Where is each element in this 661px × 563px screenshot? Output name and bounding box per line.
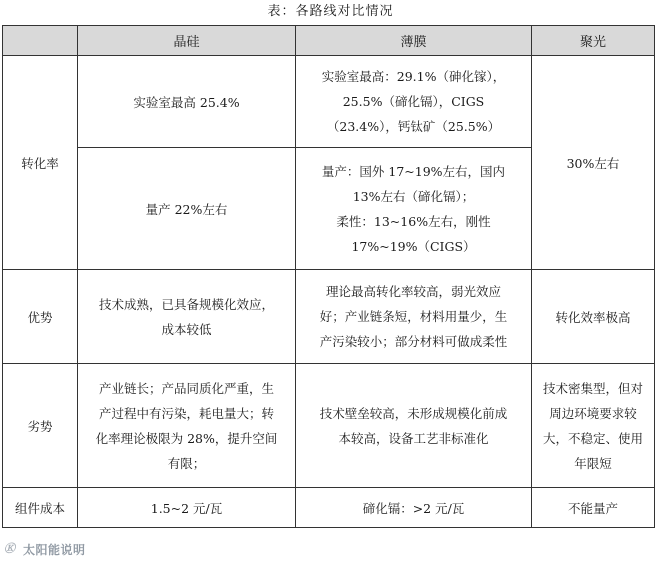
silicon-dis-line: 有限；	[167, 455, 206, 471]
film-adv-line: 理论最高转化率较高，弱光效应	[325, 284, 501, 299]
silicon-lab-efficiency: 实验室最高 25.4%	[78, 56, 296, 148]
module-cost-row	[3, 488, 655, 528]
silicon-module-cost: 1.5~2 元/瓦	[78, 488, 296, 528]
cpv-dis-line: 技术密集型，但对	[542, 380, 643, 396]
film-mass-line: 柔性：13~16%左右，刚性	[336, 213, 491, 229]
film-adv-line: 产污染较小；部分材料可做成柔性	[319, 334, 508, 349]
advantages-label: 优势	[3, 270, 78, 364]
cpv-advantages: 转化效率极高	[532, 270, 655, 364]
film-dis-line: 本较高，设备工艺非标准化	[338, 430, 489, 446]
film-adv-line: 好；产业链条短，材料用量少，生	[319, 309, 508, 324]
silicon-advantages	[78, 270, 296, 364]
silicon-adv-line: 成本较低	[161, 321, 212, 337]
film-mass-line: 17%~19%（CIGS）	[351, 238, 476, 254]
disadvantages-label: 劣势	[3, 364, 78, 488]
watermark	[4, 540, 86, 558]
silicon-adv-line: 技术成熟，已具备规模化效应，	[98, 296, 274, 312]
silicon-mass-efficiency: 量产 22%左右	[78, 148, 296, 270]
film-lab-line: （23.4%），钙钛矿（25.5%）	[326, 119, 501, 134]
film-module-cost: 碲化镉：>2 元/瓦	[296, 488, 532, 528]
film-lab-efficiency	[296, 56, 532, 148]
film-mass-line: 量产：国外 17~19%左右，国内	[321, 163, 506, 179]
cpv-dis-line: 周边环境要求较	[549, 405, 637, 421]
cpv-module-cost: 不能量产	[532, 488, 655, 528]
comparison-table	[2, 25, 655, 528]
cpv-efficiency: 30%左右	[532, 56, 655, 270]
silicon-dis-line: 产业链长；产品同质化严重，生	[98, 380, 274, 396]
watermark-text: 太阳能说明	[23, 542, 86, 557]
efficiency-label: 转化率	[3, 56, 78, 270]
header-corner	[3, 26, 78, 56]
efficiency-row-lab	[3, 56, 655, 148]
advantages-row	[3, 270, 655, 364]
film-mass-line: 13%左右（碲化镉）；	[352, 188, 475, 204]
silicon-dis-line: 化率理论极限为 28%，提升空间	[95, 430, 278, 446]
silicon-disadvantages	[78, 364, 296, 488]
watermark-logo-icon: Ⓚ	[4, 542, 15, 555]
header-silicon: 晶硅	[78, 26, 296, 56]
table-caption: 表：各路线对比情况	[267, 4, 394, 19]
cpv-dis-line: 年限短	[574, 455, 612, 471]
film-lab-line: 25.5%（碲化镉），CIGS	[342, 94, 485, 109]
film-lab-line: 实验室最高：29.1%（砷化镓），	[321, 69, 506, 84]
header-row	[3, 26, 655, 56]
film-mass-efficiency	[296, 148, 532, 270]
header-thin-film: 薄膜	[296, 26, 532, 56]
module-cost-label: 组件成本	[3, 488, 78, 528]
film-dis-line: 技术壁垒较高，未形成规模化前成	[319, 405, 508, 421]
disadvantages-row	[3, 364, 655, 488]
cpv-dis-line: 大，不稳定、使用	[542, 430, 643, 446]
film-advantages	[296, 270, 532, 364]
silicon-dis-line: 产过程中有污染，耗电量大；转	[98, 405, 274, 421]
header-concentrated: 聚光	[532, 26, 655, 56]
film-disadvantages	[296, 364, 532, 488]
cpv-disadvantages	[532, 364, 655, 488]
